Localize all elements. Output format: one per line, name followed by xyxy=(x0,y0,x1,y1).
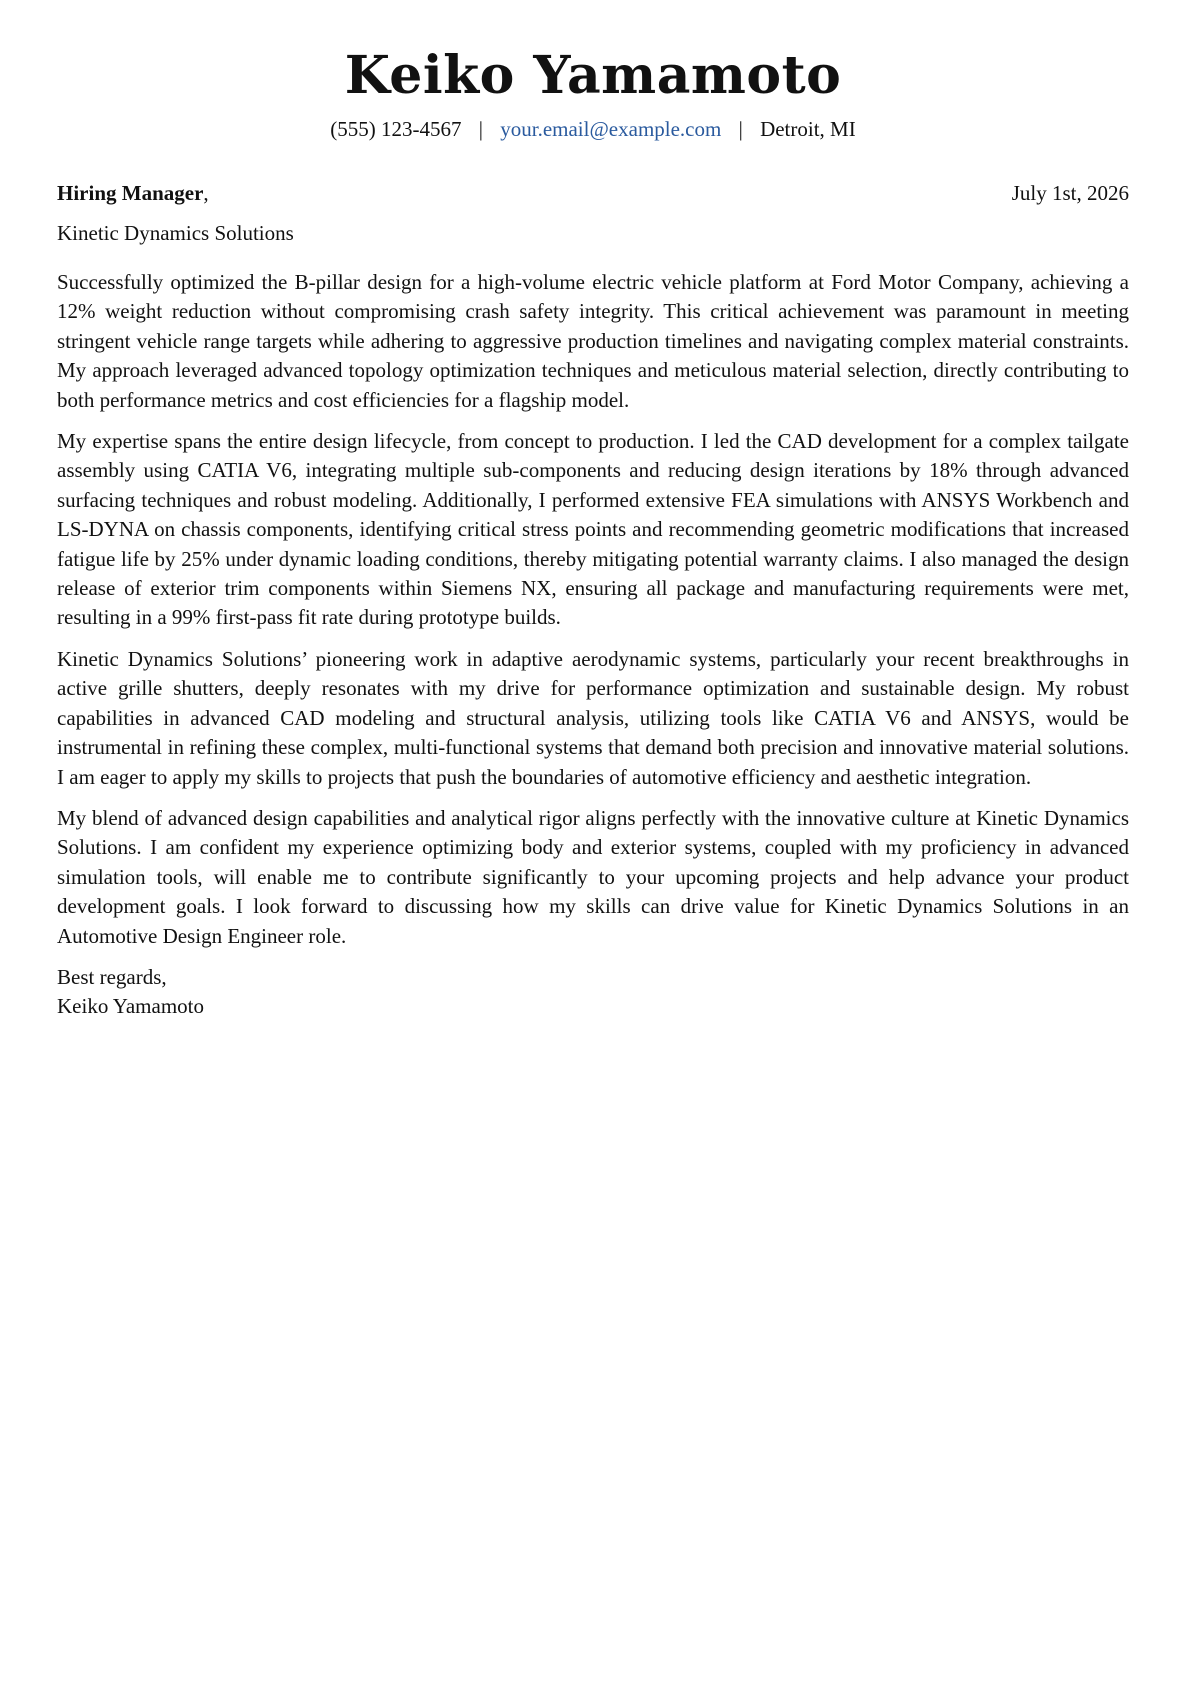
recipient-company: Kinetic Dynamics Solutions xyxy=(57,221,294,245)
sign-off: Best regards, xyxy=(57,964,167,989)
recipient-salutation xyxy=(57,178,209,208)
email-link[interactable]: your.email@example.com xyxy=(500,117,722,141)
contact-separator: | xyxy=(738,117,743,141)
letter-body xyxy=(57,268,1129,951)
signature-name: Keiko Yamamoto xyxy=(57,993,204,1018)
body-paragraph: My blend of advanced design capabilities and analytical rigor aligns perfectly with the innovative culture at Kinetic Dynamics Solutions. I am confident my experience optimizing body and exterior systems, coupled with my proficiency in advanced simulation tools, will enable me to contribute significantly to your upcoming projects and help advance your product development goals. I look forward to discussing how my skills can drive value for Kinetic Dynamics Solutions in an Automotive Design Engineer role. xyxy=(57,805,1129,948)
contact-separator: | xyxy=(478,117,483,141)
recipient-comma: , xyxy=(203,181,209,205)
letter-closing xyxy=(57,963,1129,1021)
recipient-row xyxy=(57,178,1129,208)
recipient-title: Hiring Manager xyxy=(57,181,204,205)
body-paragraph: Successfully optimized the B-pillar design for a high-volume electric vehicle platform at Ford Motor Company, achieving a 12% weight reduction without compromising crash safety integrity. This critical achievement was paramount in meeting stringent vehicle range targets while adhering to aggressive production timelines and navigating complex material constraints. My approach leveraged advanced topology optimization techniques and meticulous material selection, directly contributing to both performance metrics and cost efficiencies for a flagship model. xyxy=(57,270,1129,412)
body-paragraph: Kinetic Dynamics Solutions’ pioneering work in adaptive aerodynamic systems, particularly your recent breakthroughs in active grille shutters, deeply resonates with my drive for performance optimization and sustainable design. My robust capabilities in advanced CAD modeling and structural analysis, utilizing tools like CATIA V6 and ANSYS, would be instrumental in refining these complex, multi-functional systems that demand both precision and innovative material solutions. I am eager to apply my skills to projects that push the boundaries of automotive efficiency and aesthetic integration. xyxy=(57,646,1129,789)
location: Detroit, MI xyxy=(760,117,856,141)
letter-date: July 1st, 2026 xyxy=(1011,181,1129,205)
applicant-name: Keiko Yamamoto xyxy=(344,45,842,106)
phone-number: (555) 123-4567 xyxy=(330,117,462,141)
contact-line xyxy=(57,114,1129,144)
cover-letter-page xyxy=(57,0,1129,1021)
body-paragraph: My expertise spans the entire design lifecycle, from concept to production. I led the CAD development for a complex tailgate assembly using CATIA V6, integrating multiple sub-components and reducing design iterations by 18% through advanced surfacing techniques and robust modeling. Additionally, I performed extensive FEA simulations with ANSYS Workbench and LS-DYNA on chassis components, identifying critical stress points and recommending geometric modifications that increased fatigue life by 25% under dynamic loading conditions, thereby mitigating potential warranty claims. I also managed the design release of exterior trim components within Siemens NX, ensuring all package and manufacturing requirements were met, resulting in a 99% first-pass fit rate during prototype builds. xyxy=(57,429,1129,630)
